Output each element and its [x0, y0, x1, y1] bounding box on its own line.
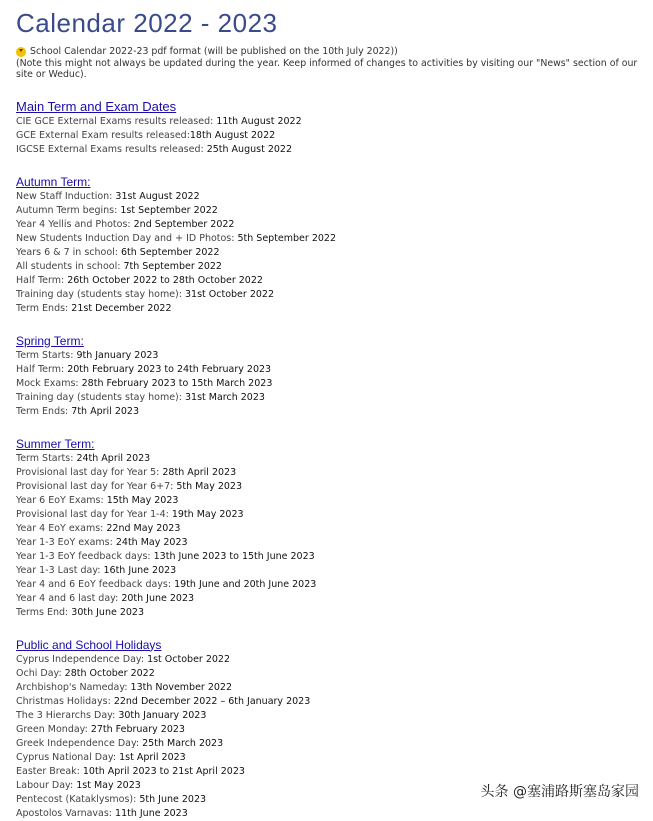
calendar-item-date: 7th September 2022: [123, 260, 222, 272]
calendar-item: [16, 550, 645, 564]
calendar-item-label: Term Starts:: [16, 452, 77, 464]
intro-note-text: (Note this might not always be updated during the year. Keep informed of changes to activities by visiting our "News" section of our site or Weduc).: [16, 57, 638, 80]
calendar-item-label: Provisional last day for Year 1-4:: [16, 508, 172, 520]
calendar-item-label: New Students Induction Day and + ID Photos:: [16, 232, 238, 244]
calendar-item-label: Cyprus Independence Day:: [16, 653, 148, 665]
calendar-item: [16, 288, 645, 302]
calendar-item-date: 26th October 2022 to 28th October 2022: [67, 274, 263, 286]
calendar-item: [16, 564, 645, 578]
calendar-item-date: 1st October 2022: [147, 653, 231, 665]
calendar-item: [16, 466, 645, 480]
calendar-item: [16, 260, 645, 274]
calendar-item: [16, 578, 645, 592]
calendar-item: [16, 204, 645, 218]
calendar-item-date: 24th April 2023: [76, 452, 151, 464]
calendar-item-date: 30th January 2023: [118, 709, 207, 721]
calendar-item: [16, 709, 645, 723]
calendar-item-label: Half Term:: [16, 363, 68, 375]
calendar-item-label: The 3 Hierarchs Day:: [16, 709, 119, 721]
calendar-item-label: Mock Exams:: [16, 377, 82, 389]
calendar-item-label: Year 1-3 Last day:: [16, 564, 104, 576]
calendar-item: [16, 737, 645, 751]
calendar-item-date: 1st September 2022: [120, 204, 218, 216]
calendar-item-label: Training day (students stay home):: [16, 288, 185, 300]
calendar-item-label: Term Starts:: [16, 349, 77, 361]
calendar-item: [16, 377, 645, 391]
calendar-item-date: 25th August 2022: [206, 143, 292, 155]
calendar-item-date: 31st March 2023: [185, 391, 265, 403]
calendar-item: [16, 723, 645, 737]
calendar-item-date: 1st May 2023: [76, 779, 141, 791]
section-heading-link[interactable]: Main Term and Exam Dates: [16, 98, 177, 114]
calendar-item-label: CIE GCE External Exams results released:: [16, 115, 217, 127]
calendar-item-date: 11th June 2023: [115, 807, 188, 819]
calendar-item-date: 11th August 2022: [216, 115, 302, 127]
calendar-item-date: 30th June 2023: [71, 606, 145, 618]
calendar-item: [16, 653, 645, 667]
calendar-item-label: Christmas Holidays:: [16, 695, 114, 707]
calendar-item-date: 24th May 2023: [115, 536, 188, 548]
calendar-section: [16, 171, 645, 316]
calendar-item-label: Year 4 and 6 EoY feedback days:: [16, 578, 175, 590]
calendar-item: [16, 592, 645, 606]
section-heading-link[interactable]: Summer Term:: [16, 436, 95, 451]
calendar-item-label: Apostolos Varnavas:: [16, 807, 116, 819]
calendar-item: [16, 765, 645, 779]
calendar-item-label: Easter Break:: [16, 765, 83, 777]
calendar-item: [16, 452, 645, 466]
calendar-item-date: 18th August 2022: [189, 129, 276, 141]
calendar-item-date: 28th April 2023: [162, 466, 237, 478]
calendar-item-label: Terms End:: [16, 606, 72, 618]
chevron-down-circle-icon[interactable]: [16, 47, 26, 57]
calendar-item-date: 5th June 2023: [139, 793, 207, 805]
calendar-item-date: 6th September 2022: [121, 246, 220, 258]
calendar-item-label: Greek Independence Day:: [16, 737, 143, 749]
calendar-item-date: 21st December 2022: [71, 302, 172, 314]
calendar-item-date: 19th May 2023: [171, 508, 244, 520]
calendar-item-date: 20th February 2023 to 24th February 2023: [67, 363, 272, 375]
calendar-item: [16, 246, 645, 260]
calendar-item-date: 9th January 2023: [76, 349, 159, 361]
calendar-item-label: New Staff Induction:: [16, 190, 116, 202]
calendar-item-label: Green Monday:: [16, 723, 91, 735]
calendar-item-date: 10th April 2023 to 21st April 2023: [82, 765, 245, 777]
calendar-item: [16, 143, 645, 157]
section-heading-link[interactable]: Spring Term:: [16, 333, 84, 348]
calendar-sections: [16, 96, 645, 821]
calendar-item: [16, 232, 645, 246]
calendar-item-date: 7th April 2023: [71, 405, 140, 417]
intro-note: [16, 46, 645, 81]
calendar-item-label: Term Ends:: [16, 302, 72, 314]
calendar-item: [16, 190, 645, 204]
calendar-item-date: 31st August 2022: [115, 190, 200, 202]
calendar-item-date: 28th October 2022: [64, 667, 155, 679]
calendar-item-label: Autumn Term begins:: [16, 204, 121, 216]
calendar-section: [16, 96, 645, 157]
calendar-item-date: 25th March 2023: [142, 737, 224, 749]
calendar-item-label: Year 1-3 EoY feedback days:: [16, 550, 154, 562]
calendar-item: [16, 751, 645, 765]
calendar-item-label: All students in school:: [16, 260, 124, 272]
calendar-item-label: Labour Day:: [16, 779, 77, 791]
calendar-item: [16, 349, 645, 363]
calendar-item: [16, 494, 645, 508]
calendar-item-date: 28th February 2023 to 15th March 2023: [81, 377, 273, 389]
calendar-item-label: Half Term:: [16, 274, 68, 286]
calendar-item-date: 16th June 2023: [103, 564, 177, 576]
calendar-item-date: 19th June and 20th June 2023: [174, 578, 317, 590]
calendar-item-label: Year 4 EoY exams:: [16, 522, 107, 534]
calendar-item: [16, 508, 645, 522]
calendar-item-date: 5th May 2023: [176, 480, 243, 492]
calendar-item: [16, 405, 645, 419]
watermark: 头条 @塞浦路斯塞岛家园: [480, 784, 639, 800]
calendar-item-label: Provisional last day for Year 6+7:: [16, 480, 177, 492]
calendar-item: [16, 667, 645, 681]
calendar-item-label: Ochi Day:: [16, 667, 65, 679]
calendar-item-date: 22nd May 2023: [106, 522, 181, 534]
calendar-item-date: 13th June 2023 to 15th June 2023: [153, 550, 315, 562]
calendar-item-date: 20th June 2023: [121, 592, 195, 604]
calendar-item-date: 15th May 2023: [106, 494, 179, 506]
calendar-item-label: Pentecost (Kataklysmos):: [16, 793, 140, 805]
calendar-item: [16, 480, 645, 494]
section-heading-link[interactable]: Public and School Holidays: [16, 637, 162, 652]
section-heading-link[interactable]: Autumn Term:: [16, 174, 91, 189]
page-title: Calendar 2022 - 2023: [16, 8, 278, 38]
calendar-item-date: 27th February 2023: [90, 723, 185, 735]
calendar-item-label: IGCSE External Exams results released:: [16, 143, 207, 155]
calendar-item-label: Year 4 Yellis and Photos:: [16, 218, 134, 230]
calendar-item: [16, 363, 645, 377]
calendar-section: [16, 330, 645, 419]
calendar-item-date: 1st April 2023: [119, 751, 186, 763]
calendar-item: [16, 302, 645, 316]
calendar-item: [16, 391, 645, 405]
calendar-item: [16, 129, 645, 143]
calendar-item-date: 31st October 2022: [185, 288, 274, 300]
intro-pdf-text: School Calendar 2022-23 pdf format (will be published on the 10th July 2022)): [30, 46, 398, 57]
calendar-item-label: Year 1-3 EoY exams:: [16, 536, 116, 548]
calendar-item: [16, 681, 645, 695]
calendar-item-date: 22nd December 2022 – 6th January 2023: [113, 695, 311, 707]
calendar-item-label: Training day (students stay home):: [16, 391, 185, 403]
calendar-item-label: Archbishop's Nameday:: [16, 681, 131, 693]
calendar-item: [16, 274, 645, 288]
calendar-item: [16, 522, 645, 536]
calendar-item: [16, 606, 645, 620]
calendar-section: [16, 433, 645, 620]
calendar-item: [16, 536, 645, 550]
calendar-item-date: 5th September 2022: [237, 232, 337, 244]
calendar-item-label: Provisional last day for Year 5:: [16, 466, 163, 478]
calendar-item: [16, 115, 645, 129]
intro-line-pdf[interactable]: [16, 46, 645, 58]
calendar-item: [16, 695, 645, 709]
calendar-item-label: Cyprus National Day:: [16, 751, 120, 763]
calendar-item-label: GCE External Exam results released:: [16, 129, 190, 141]
calendar-item-date: 13th November 2022: [130, 681, 233, 693]
calendar-item-label: Years 6 & 7 in school:: [16, 246, 121, 258]
calendar-item-label: Year 6 EoY Exams:: [16, 494, 107, 506]
calendar-item-label: Term Ends:: [16, 405, 72, 417]
calendar-item: [16, 218, 645, 232]
calendar-item-label: Year 4 and 6 last day:: [16, 592, 122, 604]
calendar-item-date: 2nd September 2022: [133, 218, 235, 230]
